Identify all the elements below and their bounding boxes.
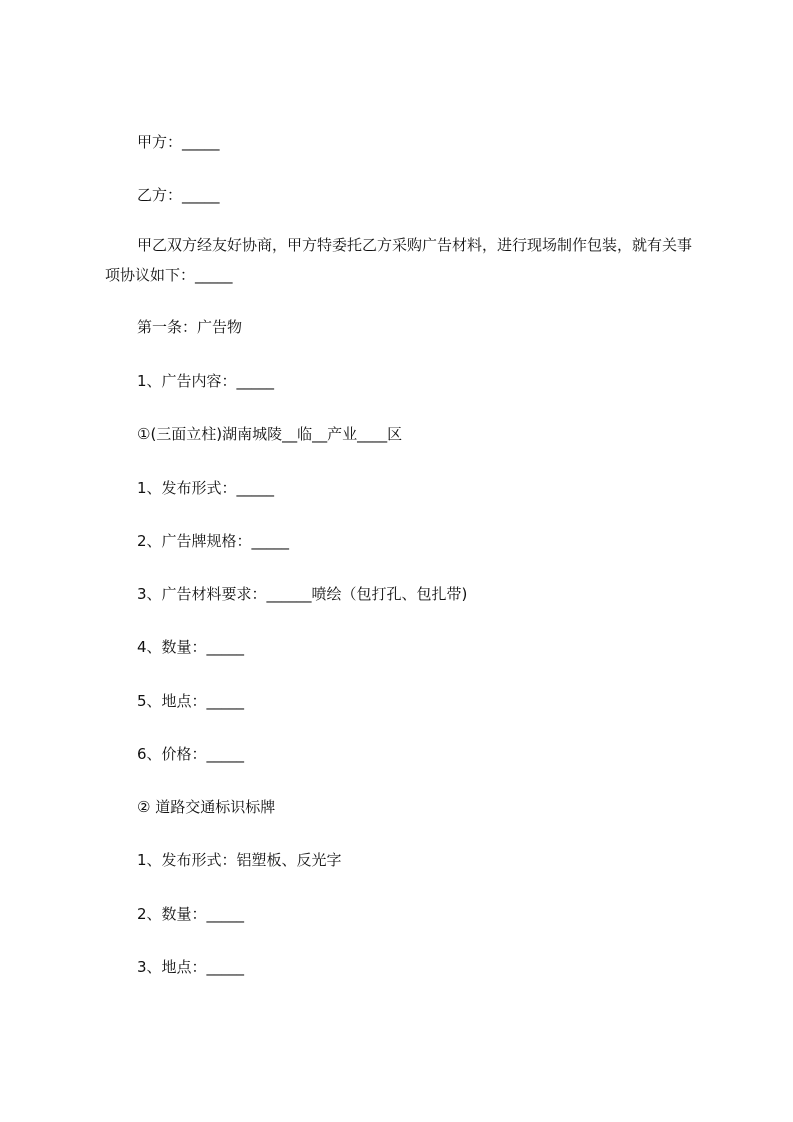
section-a-item-4: 4、数量：_____: [137, 638, 245, 656]
section-b-item-2: 2、数量：_____: [137, 905, 245, 923]
section-a-item-3: 3、广告材料要求：______喷绘（包打孔、包扎带): [137, 585, 468, 603]
party-a-line: 甲方：_____: [137, 133, 220, 151]
section-a-item-6: 6、价格：_____: [137, 745, 245, 763]
intro-paragraph: 甲乙双方经友好协商，甲方特委托乙方采购广告材料，进行现场制作包装，就有关事项协议如下：_____: [105, 236, 693, 284]
ad-content-line: 1、广告内容：_____: [137, 372, 275, 390]
section-b-title: ② 道路交通标识标牌: [137, 798, 276, 816]
section-a-item-2: 2、广告牌规格：_____: [137, 532, 290, 550]
section-a-item-5: 5、地点：_____: [137, 692, 245, 710]
article-1-title: 第一条：广告物: [137, 318, 243, 336]
section-a-title: ①(三面立柱)湖南城陵__临__产业____区: [137, 425, 403, 443]
party-b-line: 乙方：_____: [137, 186, 220, 204]
section-b-item-1: 1、发布形式：铝塑板、反光字: [137, 851, 342, 869]
section-a-item-1: 1、发布形式：_____: [137, 479, 275, 497]
section-b-item-3: 3、地点：_____: [137, 958, 245, 976]
